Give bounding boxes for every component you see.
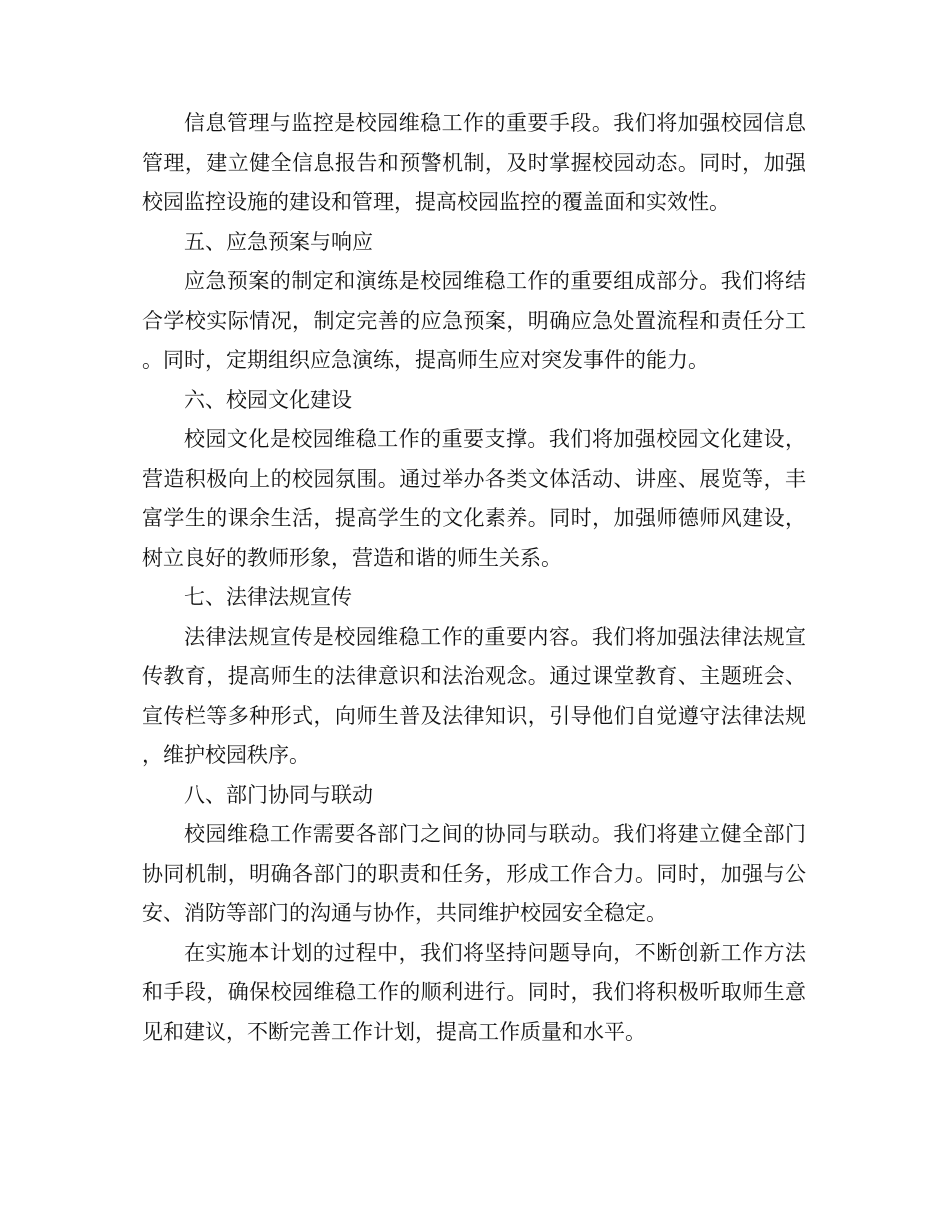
paragraph-emergency-plan: 应急预案的制定和演练是校园维稳工作的重要组成部分。我们将结合学校实际情况，制定完善的应急预案，明确应急处置流程和责任分工。同时，定期组织应急演练，提高师生应对突发事件的能力。 (142, 269, 806, 372)
paragraph-implementation: 在实施本计划的过程中，我们将坚持问题导向，不断创新工作方法和手段，确保校园维稳工作的顺利进行。同时，我们将积极听取师生意见和建议，不断完善工作计划，提高工作质量和水平。 (142, 940, 806, 1044)
paragraph-law-publicity: 法律法规宣传是校园维稳工作的重要内容。我们将加强法律法规宣传教育，提高师生的法律意识和法治观念。通过课堂教育、主题班会、宣传栏等多种形式，向师生普及法律知识，引导他们自觉遵守法律法规，维护校园秩序。 (142, 624, 806, 767)
section-heading-department-coordination: 八、部门协同与联动 (184, 782, 373, 807)
section-heading-campus-culture: 六、校园文化建设 (184, 387, 352, 412)
section-heading-law-publicity: 七、法律法规宣传 (184, 585, 352, 609)
paragraph-campus-culture: 校园文化是校园维稳工作的重要支撑。我们将加强校园文化建设，营造积极向上的校园氛围。通过举办各类文体活动、讲座、展览等，丰富学生的课余生活，提高学生的文化素养。同时，加强师德师风建设，树立良好的教师形象，营造和谐的师生关系。 (142, 427, 806, 570)
paragraph-department-coordination: 校园维稳工作需要各部门之间的协同与联动。我们将建立健全部门协同机制，明确各部门的职责和任务，形成工作合力。同时，加强与公安、消防等部门的沟通与协作，共同维护校园安全稳定。 (142, 822, 806, 925)
section-heading-emergency: 五、应急预案与响应 (184, 229, 373, 254)
document-body (142, 104, 806, 1052)
paragraph-info-management: 信息管理与监控是校园维稳工作的重要手段。我们将加强校园信息管理，建立健全信息报告和预警机制，及时掌握校园动态。同时，加强校园监控设施的建设和管理，提高校园监控的覆盖面和实效性。 (142, 111, 806, 214)
